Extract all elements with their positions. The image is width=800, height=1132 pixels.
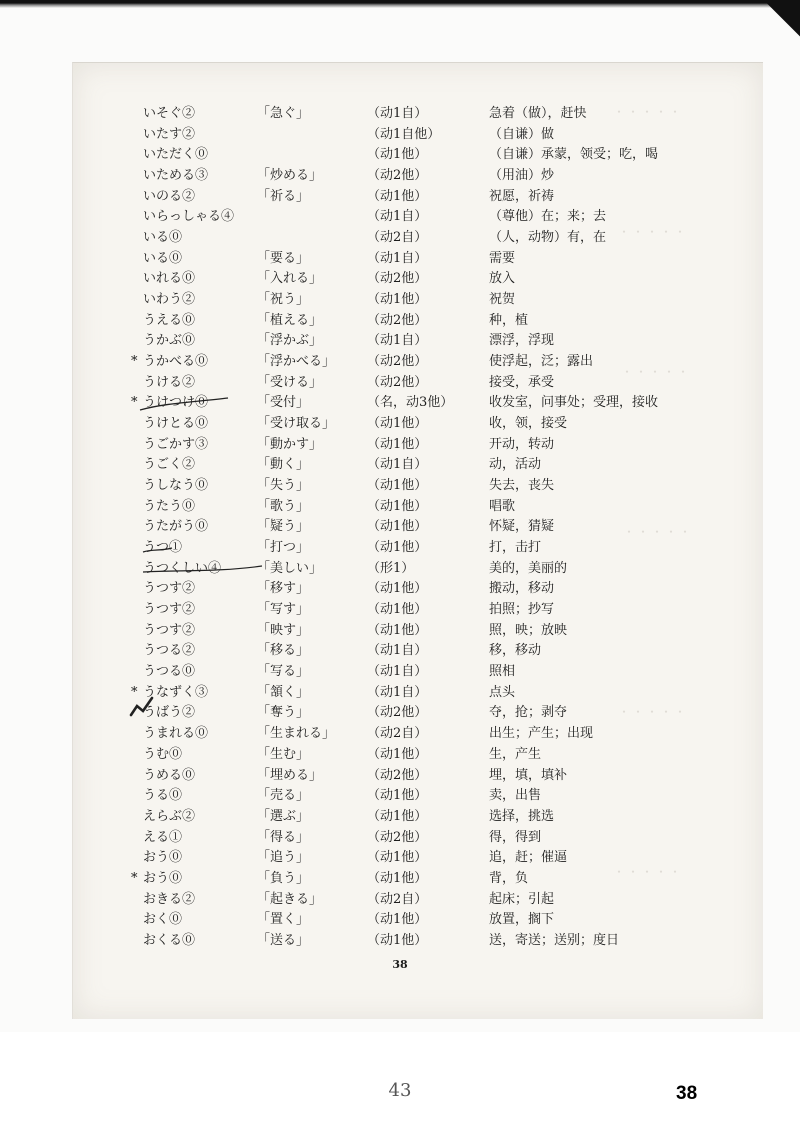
- word-kanji: 「移る」: [257, 643, 310, 659]
- word-meaning: 打，击打: [489, 540, 542, 556]
- list-item: [0, 104, 800, 125]
- list-item: [0, 166, 800, 187]
- word-reading: うかべる⓪: [143, 354, 209, 370]
- list-item: [0, 931, 800, 952]
- word-kanji: 「失う」: [257, 478, 310, 494]
- word-reading: おく⓪: [143, 912, 183, 928]
- word-kanji: 「奪う」: [257, 705, 310, 721]
- word-kanji: 「打つ」: [257, 540, 310, 556]
- word-meaning: 收，领，接受: [489, 416, 568, 432]
- part-of-speech: （动1他）: [367, 416, 428, 432]
- list-item: [0, 828, 800, 849]
- word-kanji: 「追う」: [257, 850, 310, 866]
- word-reading: いらっしゃる④: [143, 209, 235, 225]
- word-meaning: 照相: [489, 664, 516, 680]
- word-meaning: 生，产生: [489, 746, 542, 762]
- bleed-through-text: ・・・・・: [613, 105, 684, 119]
- part-of-speech: （动1自）: [367, 250, 428, 266]
- part-of-speech: （动1他）: [367, 519, 428, 535]
- word-meaning: 祝愿，祈祷: [489, 188, 555, 204]
- word-meaning: （人，动物）有，在: [489, 230, 607, 246]
- word-kanji: 「受け取る」: [257, 416, 336, 432]
- word-kanji: 「炒める」: [257, 168, 323, 184]
- word-meaning: 开动，转动: [489, 436, 555, 452]
- word-kanji: 「浮かぶ」: [257, 333, 323, 349]
- list-item: [0, 621, 800, 642]
- word-reading: うつくしい④: [143, 560, 222, 576]
- word-reading: うごく②: [143, 457, 196, 473]
- bleed-through-text: ・・・・・: [623, 525, 694, 539]
- word-meaning: 埋，填，填补: [489, 767, 568, 783]
- word-kanji: 「写る」: [257, 664, 310, 680]
- word-reading: うばう②: [143, 705, 196, 721]
- list-item: [0, 869, 800, 890]
- list-item: [0, 890, 800, 911]
- part-of-speech: （动1自）: [367, 333, 428, 349]
- word-kanji: 「祝う」: [257, 292, 310, 308]
- list-item: [0, 910, 800, 931]
- part-of-speech: （动1他）: [367, 540, 428, 556]
- word-kanji: 「受ける」: [257, 374, 323, 390]
- word-meaning: 接受，承受: [489, 374, 555, 390]
- word-kanji: 「動かす」: [257, 436, 323, 452]
- word-meaning: 得，得到: [489, 829, 542, 845]
- word-reading: うなずく③: [143, 684, 209, 700]
- word-meaning: 种，植: [489, 312, 529, 328]
- word-meaning: 放入: [489, 271, 516, 287]
- list-item: [0, 249, 800, 270]
- word-reading: いれる⓪: [143, 271, 196, 287]
- word-reading: いる⓪: [143, 230, 183, 246]
- list-item: [0, 228, 800, 249]
- list-item: [0, 125, 800, 146]
- word-kanji: 「埋める」: [257, 767, 323, 783]
- list-item: [0, 414, 800, 435]
- list-item: [0, 745, 800, 766]
- part-of-speech: （动1他）: [367, 808, 428, 824]
- list-item: [0, 579, 800, 600]
- word-kanji: 「売る」: [257, 788, 310, 804]
- word-kanji: 「浮かべる」: [257, 354, 336, 370]
- word-kanji: 「写す」: [257, 602, 310, 618]
- part-of-speech: （动1自）: [367, 664, 428, 680]
- list-item: [0, 476, 800, 497]
- page-number-center: 43: [388, 1080, 412, 1101]
- part-of-speech: （动1自）: [367, 457, 428, 473]
- word-kanji: 「植える」: [257, 312, 323, 328]
- word-kanji: 「急ぐ」: [257, 106, 310, 121]
- word-reading: うつす②: [143, 602, 196, 618]
- part-of-speech: （动2他）: [367, 374, 428, 390]
- word-meaning: 使浮起，泛；露出: [489, 354, 594, 370]
- star-mark: *: [131, 354, 138, 370]
- part-of-speech: （动2自）: [367, 891, 428, 907]
- bleed-through-text: ・・・・・: [618, 225, 689, 239]
- word-meaning: （用油）炒: [489, 168, 555, 184]
- scan-corner-shadow: [760, 0, 800, 40]
- word-meaning: 放置，搁下: [489, 912, 555, 928]
- word-kanji: 「歌う」: [257, 498, 310, 514]
- word-meaning: 追，赶；催逼: [489, 850, 568, 866]
- part-of-speech: （动1他）: [367, 188, 428, 204]
- list-item: [0, 766, 800, 787]
- word-reading: うめる⓪: [143, 767, 196, 783]
- word-meaning: 祝贺: [489, 292, 516, 308]
- word-reading: いわう②: [143, 292, 196, 308]
- list-item: [0, 311, 800, 332]
- part-of-speech: （动1他）: [367, 147, 428, 163]
- word-reading: いる⓪: [143, 250, 183, 266]
- word-reading: えらぶ②: [143, 808, 196, 824]
- word-kanji: 「受付」: [257, 395, 310, 411]
- word-meaning: （自谦）承蒙，领受；吃，喝: [489, 147, 659, 163]
- bleed-through-text: ・・・・・: [618, 705, 689, 719]
- word-reading: うまれる⓪: [143, 726, 209, 742]
- word-meaning: （自谦）做: [489, 126, 555, 142]
- list-item: [0, 269, 800, 290]
- part-of-speech: （动2自）: [367, 726, 428, 742]
- list-item: [0, 455, 800, 476]
- word-reading: いただく⓪: [143, 147, 209, 163]
- word-meaning: 选择，挑选: [489, 808, 555, 824]
- word-reading: うる⓪: [143, 788, 183, 804]
- word-kanji: 「生まれる」: [257, 726, 336, 742]
- part-of-speech: （动1他）: [367, 498, 428, 514]
- part-of-speech: （动1他）: [367, 622, 428, 638]
- word-kanji: 「得る」: [257, 829, 310, 845]
- list-item: [0, 703, 800, 724]
- word-meaning: 需要: [489, 250, 516, 266]
- list-item: [0, 662, 800, 683]
- word-kanji: 「美しい」: [257, 560, 323, 576]
- word-kanji: 「生む」: [257, 746, 310, 762]
- word-kanji: 「要る」: [257, 250, 310, 266]
- list-item: [0, 497, 800, 518]
- word-reading: うけつけ⓪: [143, 395, 209, 411]
- word-kanji: 「疑う」: [257, 519, 310, 535]
- page-number-right: 38: [676, 1083, 698, 1104]
- word-meaning: 搬动，移动: [489, 581, 555, 597]
- word-kanji: 「送る」: [257, 932, 310, 948]
- word-meaning: 卖，出售: [489, 788, 542, 804]
- word-meaning: 动，活动: [489, 457, 542, 473]
- list-item: [0, 187, 800, 208]
- star-mark: *: [131, 395, 138, 411]
- word-reading: うつる②: [143, 643, 196, 659]
- part-of-speech: （动1自）: [367, 684, 428, 700]
- list-item: [0, 290, 800, 311]
- vocabulary-list: [0, 104, 800, 952]
- word-reading: おきる②: [143, 891, 196, 907]
- word-reading: おう⓪: [143, 870, 183, 886]
- part-of-speech: （动1他）: [367, 850, 428, 866]
- part-of-speech: （动1自）: [367, 106, 428, 121]
- part-of-speech: （动1他）: [367, 788, 428, 804]
- part-of-speech: （动2他）: [367, 312, 428, 328]
- word-reading: うつす②: [143, 581, 196, 597]
- word-reading: うごかす③: [143, 436, 209, 452]
- part-of-speech: （动2他）: [367, 354, 428, 370]
- word-meaning: 背，负: [489, 870, 529, 886]
- word-meaning: 收发室，问事处；受理，接收: [489, 395, 659, 411]
- part-of-speech: （动1自他）: [367, 126, 441, 142]
- page-footer-number: 38: [392, 958, 408, 971]
- word-meaning: 夺，抢；剥夺: [489, 705, 568, 721]
- part-of-speech: （动1他）: [367, 746, 428, 762]
- list-item: [0, 641, 800, 662]
- word-meaning: 起床；引起: [489, 891, 555, 907]
- part-of-speech: （动1他）: [367, 932, 428, 948]
- word-reading: うたう⓪: [143, 498, 196, 514]
- list-item: [0, 538, 800, 559]
- word-meaning: 出生；产生；出现: [489, 726, 594, 742]
- word-meaning: 点头: [489, 684, 516, 700]
- list-item: [0, 393, 800, 414]
- part-of-speech: （动1他）: [367, 581, 428, 597]
- list-item: [0, 331, 800, 352]
- word-meaning: 照，映；放映: [489, 622, 568, 638]
- word-meaning: 漂浮，浮现: [489, 333, 555, 349]
- list-item: [0, 145, 800, 166]
- bleed-through-text: ・・・・・: [613, 865, 684, 879]
- word-reading: いそぐ②: [143, 106, 196, 121]
- word-reading: いのる②: [143, 188, 196, 204]
- part-of-speech: （动1自）: [367, 209, 428, 225]
- list-item: [0, 724, 800, 745]
- word-kanji: 「祈る」: [257, 188, 310, 204]
- word-reading: うける②: [143, 374, 196, 390]
- list-item: [0, 435, 800, 456]
- word-meaning: 怀疑，猜疑: [489, 519, 555, 535]
- list-item: [0, 807, 800, 828]
- part-of-speech: （动2他）: [367, 271, 428, 287]
- list-item: [0, 207, 800, 228]
- part-of-speech: （动1他）: [367, 870, 428, 886]
- word-meaning: 送，寄送；送别；度日: [489, 932, 620, 948]
- part-of-speech: （动1自）: [367, 643, 428, 659]
- word-kanji: 「移す」: [257, 581, 310, 597]
- part-of-speech: （动2自）: [367, 230, 428, 246]
- part-of-speech: （动1他）: [367, 292, 428, 308]
- scan-top-edge: [0, 0, 800, 8]
- word-reading: いためる③: [143, 168, 209, 184]
- list-item: [0, 517, 800, 538]
- list-item: [0, 786, 800, 807]
- part-of-speech: （动2他）: [367, 829, 428, 845]
- word-reading: おくる⓪: [143, 932, 196, 948]
- part-of-speech: （动1他）: [367, 912, 428, 928]
- part-of-speech: （名，动3他）: [367, 395, 454, 411]
- list-item: [0, 559, 800, 580]
- word-kanji: 「動く」: [257, 457, 310, 473]
- list-item: [0, 848, 800, 869]
- star-mark: *: [131, 870, 138, 886]
- word-reading: うしなう⓪: [143, 478, 209, 494]
- word-meaning: 失去，丧失: [489, 478, 555, 494]
- word-kanji: 「入れる」: [257, 271, 323, 287]
- part-of-speech: （动1他）: [367, 602, 428, 618]
- word-reading: うたがう⓪: [143, 519, 209, 535]
- word-reading: うえる⓪: [143, 312, 196, 328]
- word-kanji: 「置く」: [257, 912, 310, 928]
- word-reading: える①: [143, 829, 183, 845]
- part-of-speech: （动1他）: [367, 478, 428, 494]
- word-meaning: 移，移动: [489, 643, 542, 659]
- word-reading: うかぶ⓪: [143, 333, 196, 349]
- word-kanji: 「頷く」: [257, 684, 310, 700]
- word-meaning: 美的，美丽的: [489, 560, 568, 576]
- word-kanji: 「映す」: [257, 622, 310, 638]
- word-kanji: 「起きる」: [257, 891, 323, 907]
- star-mark: *: [131, 684, 138, 700]
- word-meaning: 急着（做），赶快: [489, 106, 587, 121]
- part-of-speech: （动2他）: [367, 705, 428, 721]
- word-meaning: （尊他）在；来；去: [489, 209, 607, 225]
- word-kanji: 「選ぶ」: [257, 808, 310, 824]
- bleed-through-text: ・・・・・: [621, 365, 692, 379]
- list-item: [0, 352, 800, 373]
- word-reading: うけとる⓪: [143, 416, 209, 432]
- word-reading: うつす②: [143, 622, 196, 638]
- word-meaning: 拍照；抄写: [489, 602, 555, 618]
- word-meaning: 唱歌: [489, 498, 516, 514]
- list-item: [0, 373, 800, 394]
- part-of-speech: （动2他）: [367, 767, 428, 783]
- part-of-speech: （动1他）: [367, 436, 428, 452]
- word-reading: うつる⓪: [143, 664, 196, 680]
- word-reading: うつ①: [143, 540, 183, 556]
- part-of-speech: （动2他）: [367, 168, 428, 184]
- word-reading: うむ⓪: [143, 746, 183, 762]
- list-item: [0, 683, 800, 704]
- word-reading: いたす②: [143, 126, 196, 142]
- word-reading: おう⓪: [143, 850, 183, 866]
- part-of-speech: （形1）: [367, 560, 415, 576]
- list-item: [0, 600, 800, 621]
- word-kanji: 「負う」: [257, 870, 310, 886]
